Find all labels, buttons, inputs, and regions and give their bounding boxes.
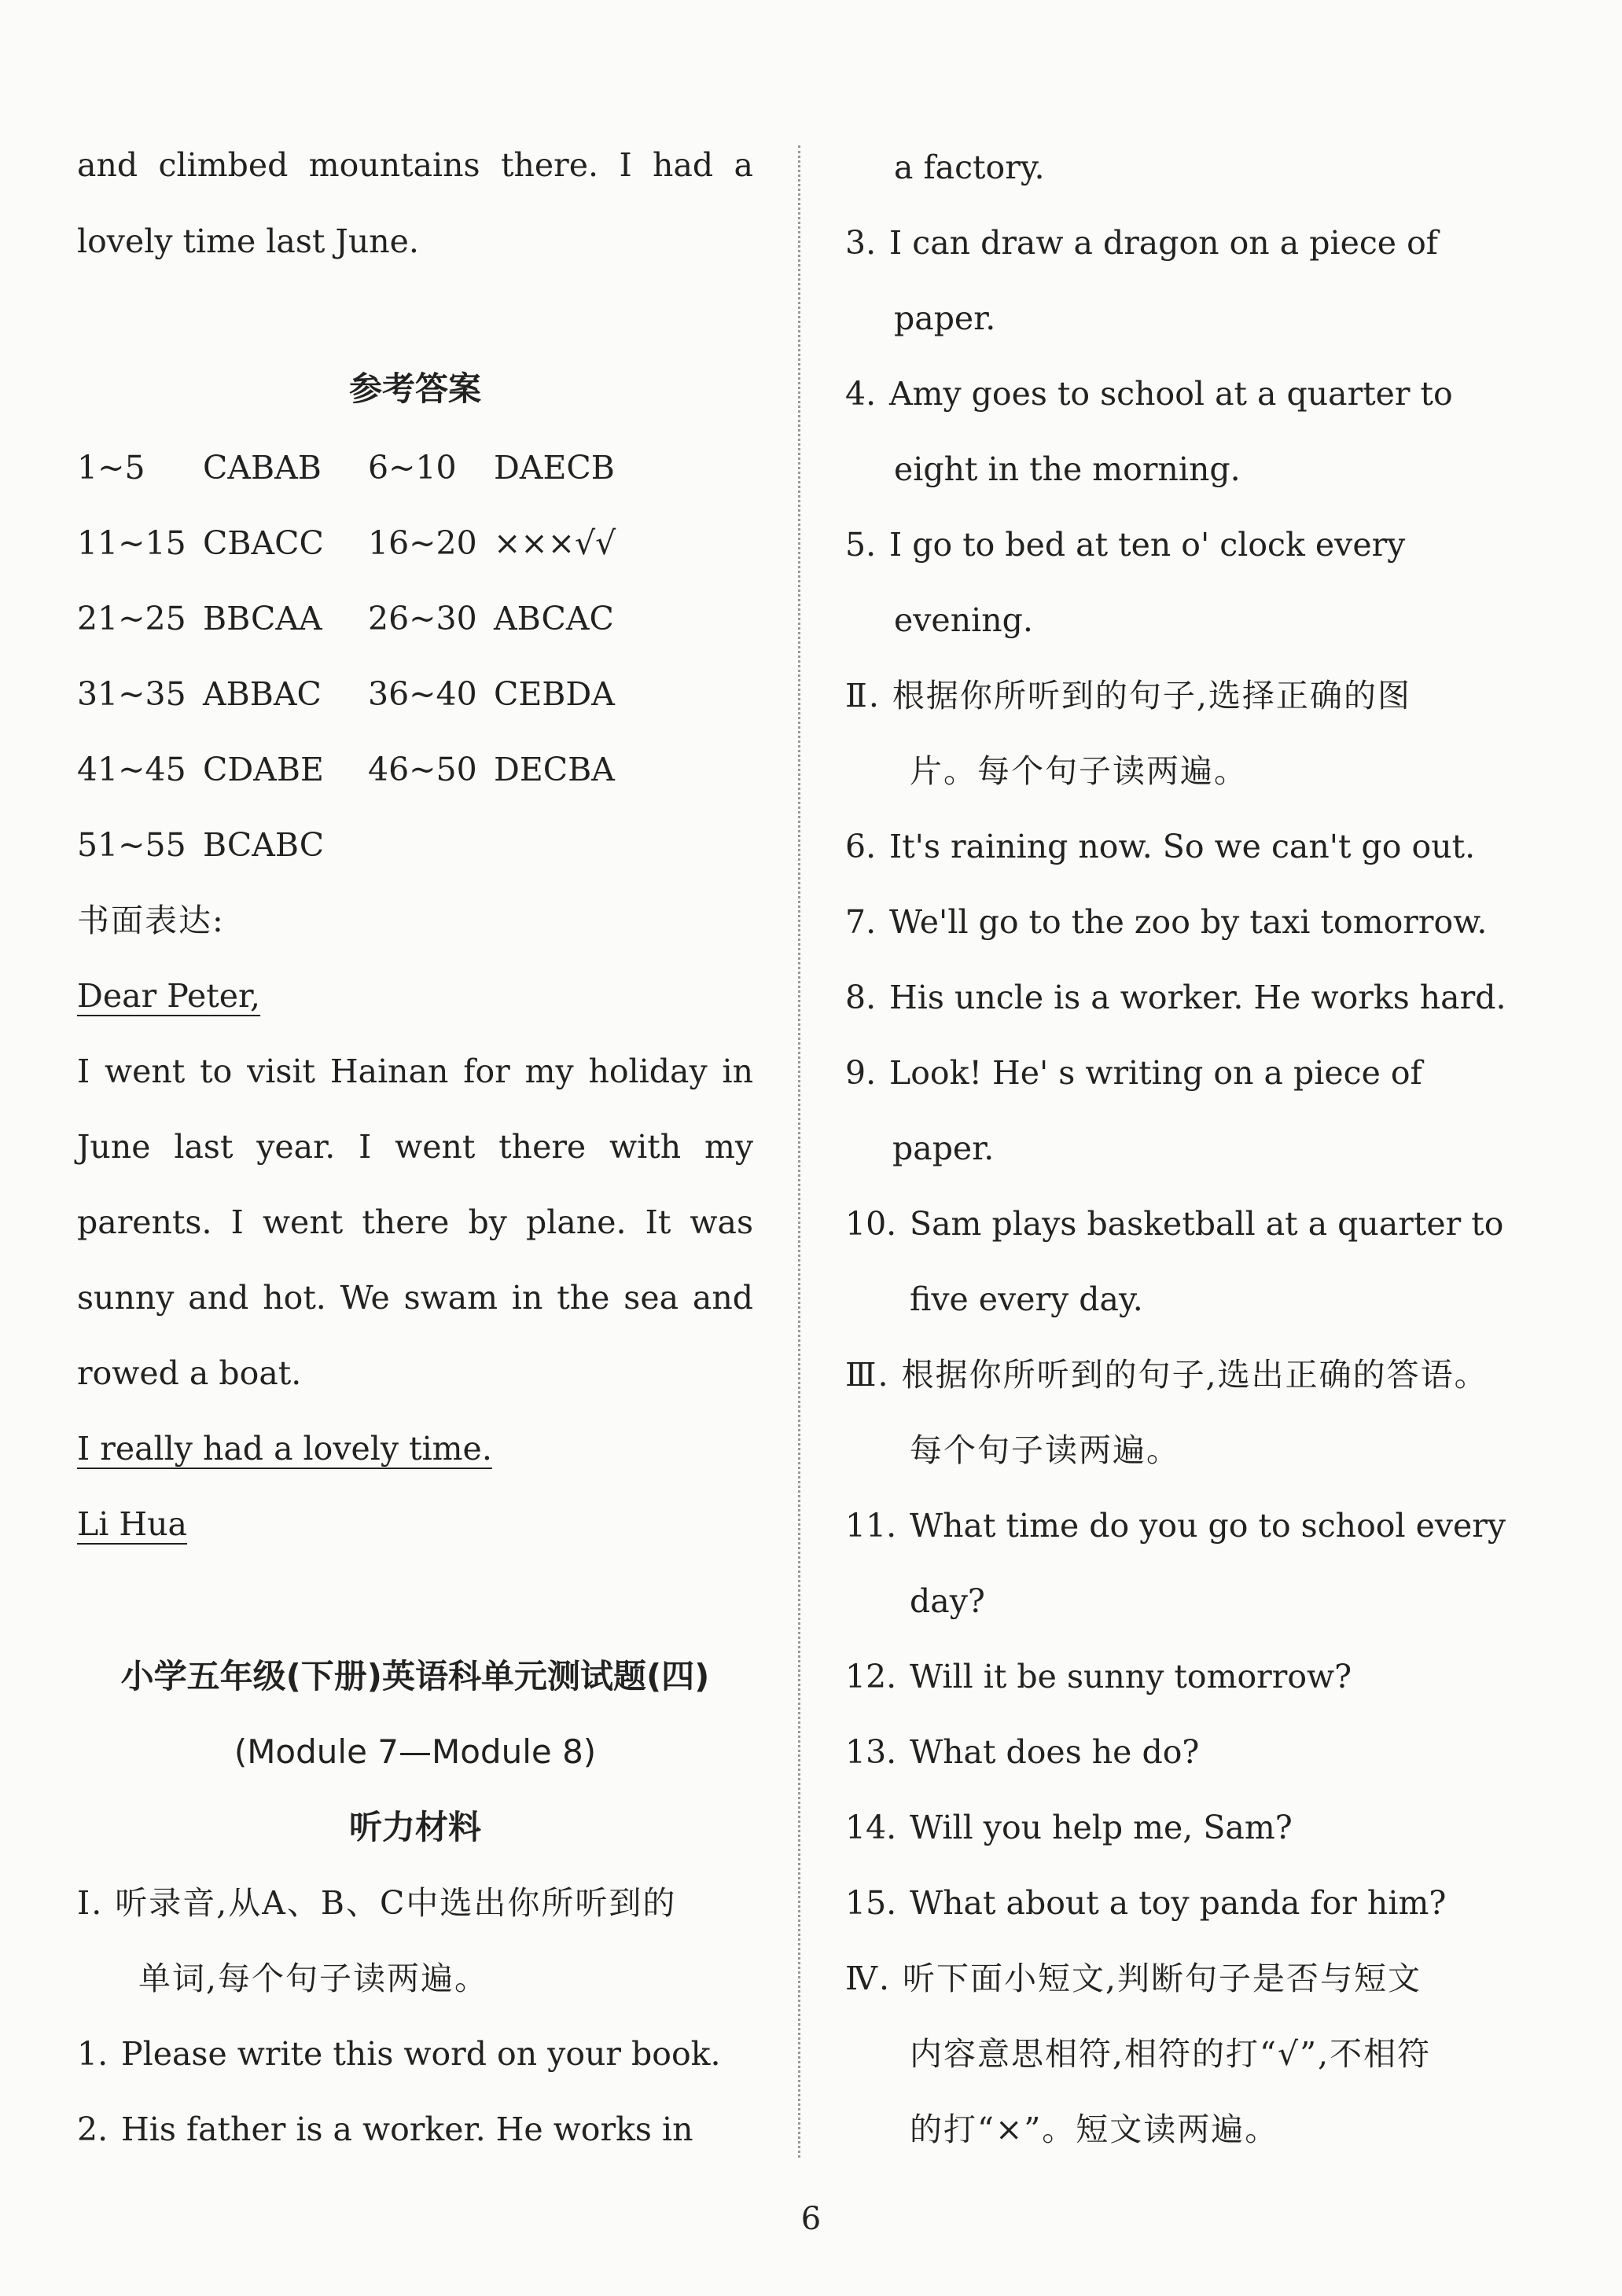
item-number: 15. [845, 1884, 897, 1922]
list-item [845, 902, 1529, 942]
item-text: His uncle is a worker. He works hard. [889, 979, 1506, 1016]
list-item [845, 827, 1529, 866]
answer-row [77, 674, 753, 714]
item-continuation: five every day. [910, 1280, 1143, 1318]
section-2-instruction: Ⅱ. 根据你所听到的句子,选择正确的图 [845, 677, 1411, 715]
item-number: 8. [845, 979, 877, 1016]
page-number: 6 [800, 2201, 822, 2237]
answer-key: DAECB [494, 449, 615, 487]
answer-row [77, 825, 753, 865]
item-continuation: day? [910, 1582, 985, 1620]
answer-row [77, 599, 753, 638]
answer-range: 36~40 [368, 675, 477, 713]
test-subtitle: (Module 7—Module 8) [234, 1732, 597, 1771]
answer-range: 46~50 [368, 751, 477, 788]
item-text: I go to bed at ten o' clock every [889, 526, 1406, 564]
item-number: 4. [845, 375, 877, 413]
answer-range: 41~45 [77, 751, 186, 788]
intro-line-2: lovely time last June. [77, 222, 419, 260]
list-item [845, 1732, 1529, 1772]
answers-heading: 参考答案 [348, 369, 481, 408]
item-text: Amy goes to school at a quarter to [889, 375, 1453, 413]
letter-line: sunny and hot. We swam in the sea and [77, 1279, 753, 1317]
answer-key: CABAB [203, 449, 322, 487]
letter-line: rowed a boat. [77, 1354, 302, 1392]
column-divider [798, 145, 800, 2158]
item-continuation: paper. [892, 1130, 995, 1167]
item-continuation: evening. [894, 601, 1033, 639]
item-text: His father is a worker. He works in [121, 2110, 693, 2148]
listening-heading: 听力材料 [348, 1808, 481, 1846]
answer-range: 51~55 [77, 826, 186, 864]
writing-label: 书面表达: [77, 902, 225, 939]
item-number: 6. [845, 828, 877, 865]
item-number: 1. [77, 2035, 109, 2073]
answer-key: DECBA [494, 751, 615, 788]
item-number: 2. [77, 2110, 109, 2148]
answer-key: ABBAC [203, 675, 322, 713]
list-item [845, 1657, 1529, 1696]
item-number: 10. [845, 1205, 897, 1243]
list-item [845, 1883, 1529, 1923]
list-item [845, 374, 1529, 413]
item-text: Sam plays basketball at a quarter to [910, 1205, 1504, 1243]
answer-range: 1~5 [77, 449, 145, 487]
answer-row [77, 523, 753, 563]
intro-line-1: and climbed mountains there. I had a [77, 146, 753, 184]
test-title: 小学五年级(下册)英语科单元测试题(四) [120, 1657, 710, 1695]
answer-key: CDABE [203, 751, 324, 788]
answer-key: ×××√√ [494, 524, 616, 562]
item-text: I can draw a dragon on a piece of [889, 224, 1438, 262]
letter-line: parents. I went there by plane. It was [77, 1203, 753, 1241]
list-item [845, 1808, 1529, 1847]
letter-closing-text: I really had a lovely time. [77, 1430, 492, 1468]
answer-key: BCABC [203, 826, 325, 864]
letter-greeting-text: Dear Peter, [77, 977, 261, 1015]
section-3-instruction: Ⅲ. 根据你所听到的句子,选出正确的答语。 [845, 1356, 1488, 1394]
list-item [845, 978, 1529, 1017]
letter-signature-text: Li Hua [77, 1505, 187, 1543]
answer-range: 31~35 [77, 675, 186, 713]
letter-line: I went to visit Hainan for my holiday in [77, 1052, 753, 1090]
list-item [845, 223, 1529, 263]
section-2-instruction-cont: 片。每个句子读两遍。 [910, 752, 1248, 790]
item-text: It's raining now. So we can't go out. [889, 828, 1476, 865]
list-item [77, 2034, 753, 2074]
item-number: 12. [845, 1658, 897, 1695]
section-1-instruction: Ⅰ. 听录音,从A、B、C中选出你所听到的 [77, 1884, 677, 1922]
item-continuation: eight in the morning. [894, 450, 1241, 488]
item-text: Look! He' s writing on a piece of [889, 1054, 1422, 1092]
item-text: What about a toy panda for him? [910, 1884, 1447, 1922]
item-number: 5. [845, 526, 877, 564]
list-item [845, 525, 1529, 564]
item-number: 3. [845, 224, 877, 262]
answer-key: BBCAA [203, 600, 322, 637]
item-number: 13. [845, 1733, 897, 1771]
item-text: Please write this word on your book. [121, 2035, 721, 2073]
letter-line: June last year. I went there with my [77, 1128, 753, 1166]
item-text: Will it be sunny tomorrow? [910, 1658, 1352, 1695]
answer-range: 11~15 [77, 524, 186, 562]
item-number: 9. [845, 1054, 877, 1092]
section-3-instruction-cont: 每个句子读两遍。 [910, 1431, 1180, 1469]
answer-range: 26~30 [368, 600, 477, 637]
list-item [845, 1204, 1529, 1244]
list-item [845, 1506, 1529, 1545]
answer-key: CEBDA [494, 675, 615, 713]
item-number: 11. [845, 1507, 897, 1545]
section-1-instruction-cont: 单词,每个句子读两遍。 [138, 1960, 489, 1997]
item-text: What does he do? [910, 1733, 1200, 1771]
section-4-instruction-cont: 的打“×”。短文读两遍。 [910, 2110, 1279, 2148]
list-item [845, 1053, 1529, 1093]
answer-key: ABCAC [494, 600, 614, 637]
item-text: Will you help me, Sam? [910, 1809, 1293, 1846]
answer-range: 6~10 [368, 449, 457, 487]
answer-row [77, 750, 753, 789]
item-text: We'll go to the zoo by taxi tomorrow. [889, 903, 1488, 941]
letter-closing [77, 1429, 753, 1468]
item-continuation: a factory. [894, 149, 1045, 186]
item-continuation: paper. [894, 299, 996, 337]
answer-row [77, 448, 753, 487]
list-item [77, 2110, 753, 2149]
letter-greeting [77, 976, 753, 1016]
section-4-instruction-cont: 内容意思相符,相符的打“√”,不相符 [910, 2035, 1432, 2073]
letter-signature [77, 1504, 753, 1544]
answer-range: 21~25 [77, 600, 186, 637]
item-number: 14. [845, 1809, 897, 1846]
item-number: 7. [845, 903, 877, 941]
item-text: What time do you go to school every [910, 1507, 1506, 1545]
section-4-instruction: Ⅳ. 听下面小短文,判断句子是否与短文 [845, 1960, 1422, 1997]
answer-key: CBACC [203, 524, 324, 562]
answer-range: 16~20 [368, 524, 477, 562]
